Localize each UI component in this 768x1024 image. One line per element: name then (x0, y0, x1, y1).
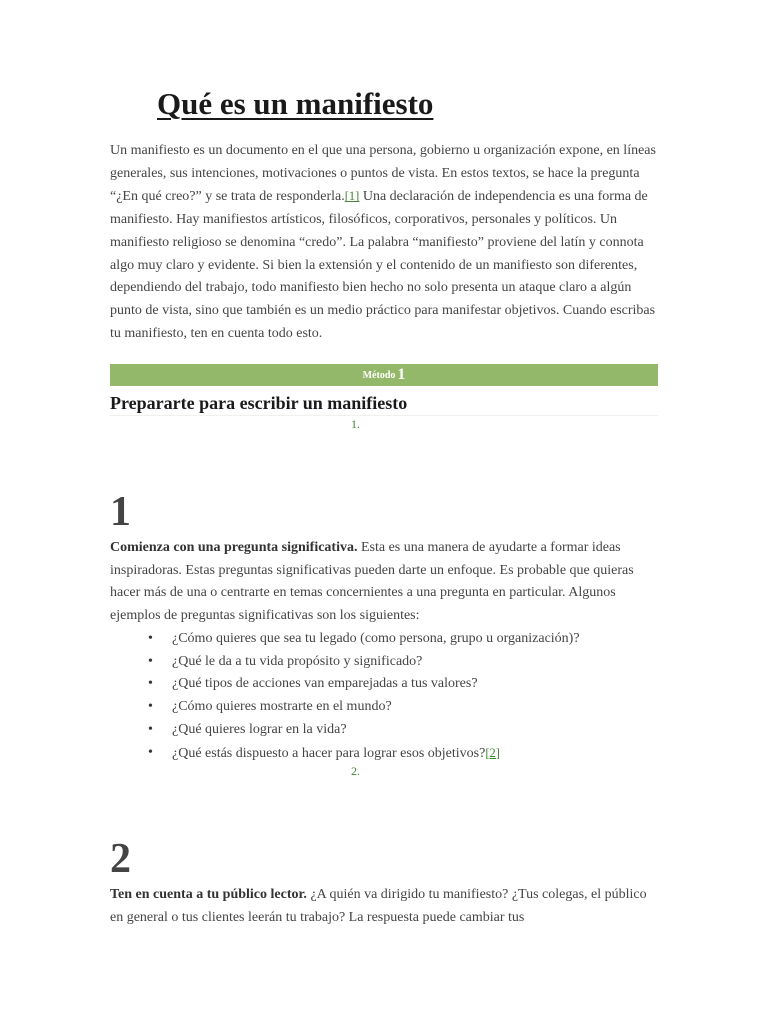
intro-paragraph (110, 140, 660, 345)
list-item (172, 742, 662, 766)
intro-text: Un manifiesto es un documento en el que una persona, gobierno u organización expone, en líneas generales, sus intenciones, motivaciones o puntos de vista. En estos textos, se hace la pregunta “¿En qué creo?” y se trata de responderla. (110, 143, 656, 205)
list-item: • ¿Qué tipos de acciones van emparejadas a tus valores? (172, 673, 662, 696)
question-list (172, 628, 662, 765)
step-2-number: 2 (110, 836, 131, 882)
list-item-text: ¿Qué estás dispuesto a hacer para lograr esos objetivos? (172, 745, 486, 761)
method-title: Prepararte para escribir un manifiesto (110, 392, 658, 416)
step-1-body: Esta es una manera de ayudarte a formar ideas inspiradoras. Estas preguntas significativas pueden darte un enfoque. Es probable que quieras hacer más de una o centrarte en temas concernientes a una pregunta en particular. Algunos ejemplos de preguntas significativas son los siguientes: (110, 540, 634, 624)
reference-link-1[interactable]: [1] (344, 189, 360, 204)
method-number: 1 (397, 366, 406, 383)
step-1-number: 1 (110, 489, 131, 535)
step-1-heading: Comienza con una pregunta significativa. (110, 540, 358, 555)
page-title: Qué es un manifiesto (157, 86, 434, 121)
reference-link-2[interactable]: [2] (485, 745, 500, 760)
list-item: • ¿Qué le da a tu vida propósito y significado? (172, 651, 662, 674)
step-1-marker: 1. (351, 417, 360, 431)
step-2-text (110, 884, 660, 929)
list-item: • ¿Qué quieres lograr en la vida? (172, 719, 662, 742)
method-label: Método (362, 369, 396, 381)
list-item: • ¿Cómo quieres que sea tu legado (como persona, grupo u organización)? (172, 628, 662, 651)
step-2-body: ¿A quién va dirigido tu manifiesto? ¿Tus colegas, el público en general o tus clientes leerán tu trabajo? La respuesta puede cambiar tus (110, 887, 647, 925)
step-1-text (110, 537, 660, 628)
step-2-heading: Ten en cuenta a tu público lector. (110, 887, 307, 902)
intro-text-continued: Una declaración de independencia es una forma de manifiesto. Hay manifiestos artísticos, filosóficos, corporativos, personales y políticos. Un manifiesto religioso se denomina “credo”. La palabra “manifiesto” proviene del latín y connota algo muy claro y evidente. Si bien la extensión y el contenido de un manifiesto son diferentes, dependiendo del trabajo, todo manifiesto bien hecho no solo presenta un ataque claro a algún punto de vista, sino que también es un medio práctico para manifestar objetivos. Cuando escribas tu manifiesto, ten en cuenta todo esto. (110, 189, 656, 341)
step-2-marker: 2. (351, 764, 360, 778)
list-item: • ¿Cómo quieres mostrarte en el mundo? (172, 696, 662, 719)
method-header-bar (110, 364, 658, 386)
